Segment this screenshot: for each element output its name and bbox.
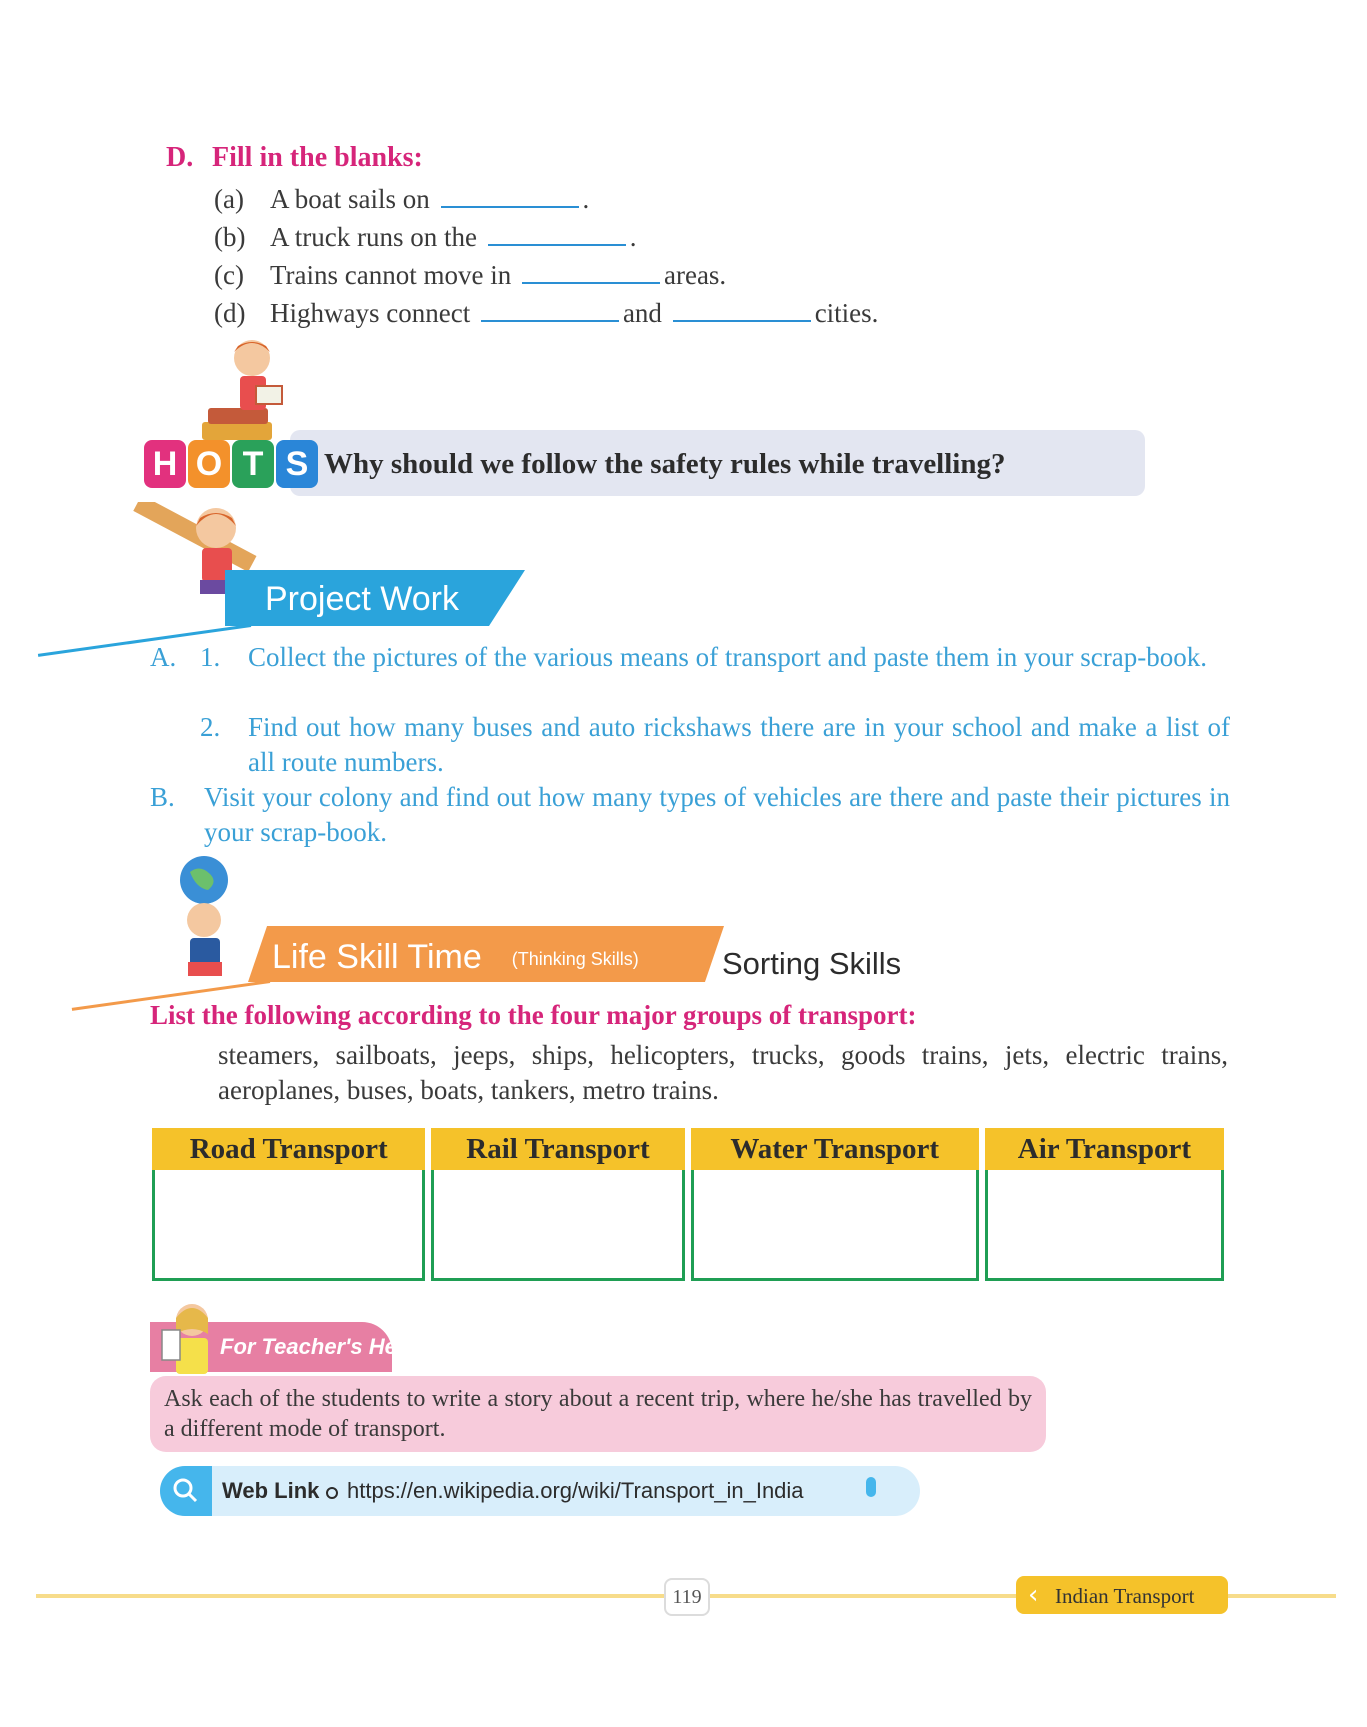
web-link-label: Web Link (222, 1478, 320, 1503)
transport-table (146, 1128, 1230, 1281)
hots-letter: O (188, 440, 230, 488)
item-label: (a) (214, 184, 244, 214)
circle-bullet-icon (324, 1485, 340, 1501)
chapter-name: Indian Transport (1055, 1584, 1195, 1608)
microphone-icon[interactable] (866, 1477, 876, 1497)
item-label: (d) (214, 298, 246, 328)
item-text-after: cities. (814, 298, 879, 328)
fill-item-a (214, 184, 589, 215)
header-air: Air Transport (985, 1128, 1224, 1170)
answer-cell-road[interactable] (152, 1170, 425, 1281)
fill-item-d (214, 298, 878, 329)
blank-line[interactable] (522, 260, 660, 284)
hots-letter: H (144, 440, 186, 488)
life-skill-title-text: Life Skill Time (272, 938, 482, 976)
teacher-help-title: For Teacher's Help (220, 1334, 417, 1359)
table-header-row (152, 1128, 1224, 1170)
item-text-after: areas. (663, 260, 727, 290)
section-letter: D. (166, 142, 194, 173)
hots-question: Why should we follow the safety rules while travelling? (324, 448, 1006, 480)
item-label: (c) (214, 260, 244, 290)
fill-item-b (214, 222, 636, 253)
life-skill-heading: List the following according to the four major groups of transport: (150, 1000, 917, 1030)
header-water: Water Transport (691, 1128, 979, 1170)
header-road: Road Transport (152, 1128, 425, 1170)
hots-letter: S (276, 440, 318, 488)
vehicle-list: steamers, sailboats, jeeps, ships, helicopters, trucks, goods trains, jets, electric trains, aeroplanes, buses, boats, tankers, metro trains. (218, 1040, 1228, 1105)
teacher-illustration (156, 1300, 218, 1376)
life-skill-title (272, 938, 639, 977)
answer-cell-air[interactable] (985, 1170, 1224, 1281)
hots-logo (144, 440, 318, 488)
item-label: (b) (214, 222, 246, 252)
life-skill-subtitle: (Thinking Skills) (511, 948, 639, 969)
hots-letter: T (232, 440, 274, 488)
project-item-b: Visit your colony and find out how many types of vehicles are there and paste their pictures in your scrap-book. (204, 782, 1230, 847)
teacher-help-text: Ask each of the students to write a story about a recent trip, where he/she has travelled by a different mode of transport. (164, 1386, 1032, 1442)
girl-with-globe-illustration (166, 854, 246, 982)
item-text: A truck runs on the (270, 222, 477, 252)
item-text: A boat sails on (270, 184, 430, 214)
page-number: 119 (664, 1578, 710, 1616)
boy-reading-illustration (196, 336, 296, 446)
chevron-left-icon: ‹ (1028, 1580, 1039, 1610)
project-item-a1: Collect the pictures of the various means of transport and paste them in your scrap-book. (248, 642, 1207, 672)
fill-blanks-heading (166, 142, 423, 174)
item-text-middle: and (622, 298, 662, 328)
item-text: Trains cannot move in (270, 260, 512, 290)
blank-line[interactable] (441, 184, 579, 208)
web-link-url[interactable]: https://en.wikipedia.org/wiki/Transport_in_India (347, 1478, 804, 1503)
table-row (152, 1170, 1224, 1281)
blank-line[interactable] (673, 298, 811, 322)
section-title: Fill in the blanks: (212, 142, 423, 173)
answer-cell-rail[interactable] (431, 1170, 684, 1281)
item-number: 2. (200, 712, 221, 742)
header-rail: Rail Transport (431, 1128, 684, 1170)
project-item-a2: Find out how many buses and auto rickshaws there are in your school and make a list of all route numbers. (248, 712, 1230, 777)
blank-line[interactable] (488, 222, 626, 246)
item-text-after: . (629, 222, 637, 252)
project-work-title: Project Work (265, 580, 459, 618)
answer-cell-water[interactable] (691, 1170, 979, 1281)
fill-item-c (214, 260, 726, 291)
blank-line[interactable] (481, 298, 619, 322)
item-marker: B. (150, 782, 175, 812)
item-marker: A. (150, 642, 177, 672)
item-text-after: . (582, 184, 590, 214)
life-skill-topic: Sorting Skills (722, 946, 902, 981)
item-text: Highways connect (270, 298, 471, 328)
item-number: 1. (200, 642, 221, 672)
search-icon (160, 1466, 212, 1516)
